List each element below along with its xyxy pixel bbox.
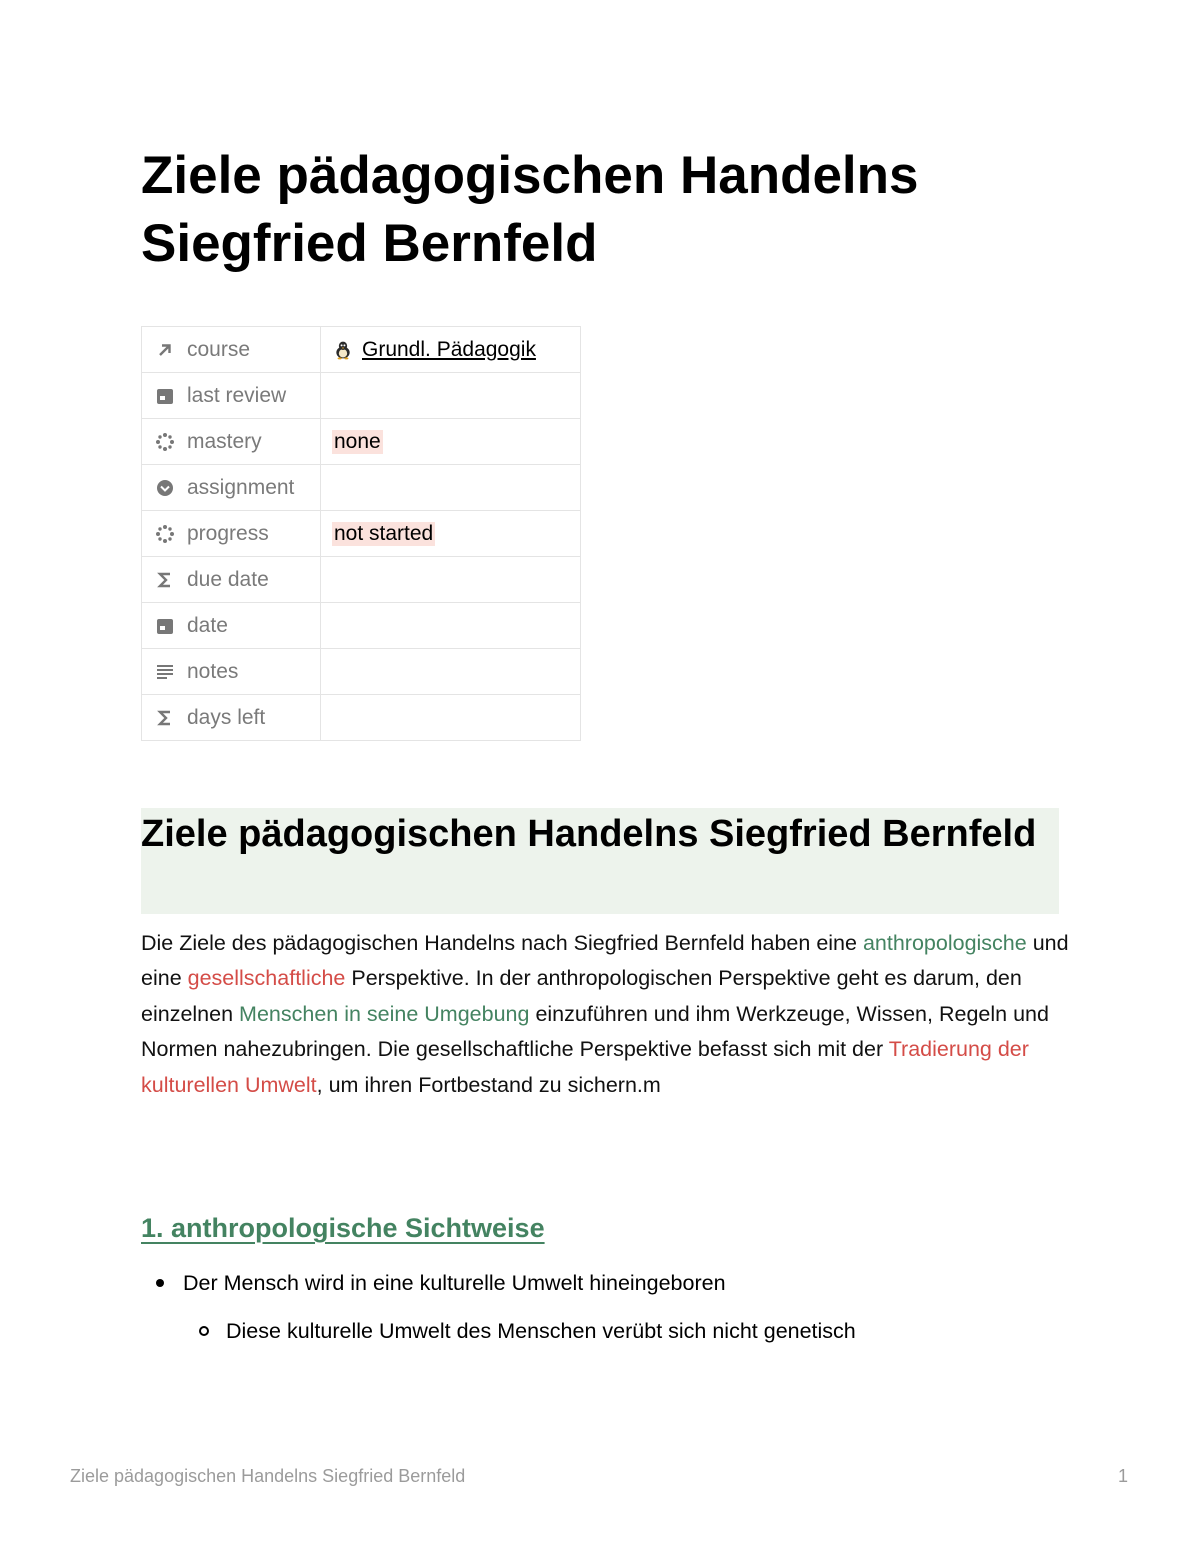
select-chevron-icon [154, 477, 176, 499]
property-key: mastery [187, 429, 262, 453]
highlight-red: Tradierung der kulturellen Umwelt [141, 1037, 1029, 1097]
sigma-icon [154, 569, 176, 591]
property-row-course [142, 327, 581, 373]
status-spinner-icon [154, 431, 176, 453]
calendar-icon [154, 615, 176, 637]
page-title: Ziele pädagogischen Handelns Siegfried Bernfeld [141, 146, 919, 273]
course-link[interactable]: Grundl. Pädagogik [362, 337, 536, 361]
body-paragraph: Die Ziele des pädagogischen Handelns nach Siegfried Bernfeld haben eine anthropologische und eine gesellschaftliche Perspektive. In der anthropologischen Perspektive geht es darum, den einzelnen Menschen in seine Umgebung einzuführen und ihm Werkzeuge, Wissen, Regeln und Normen nahezubringen. Die gesellschaftliche Perspektive befasst sich mit der Tradierung der kulturellen Umwelt, um ihren Fortbestand zu sichern.m [141, 931, 1069, 1097]
properties-table [141, 326, 581, 741]
penguin-icon [332, 339, 354, 361]
date-value[interactable] [321, 603, 581, 649]
assignment-value[interactable] [321, 465, 581, 511]
status-spinner-icon [154, 523, 176, 545]
property-row-mastery [142, 419, 581, 465]
property-row-assignment [142, 465, 581, 511]
property-row-date [142, 603, 581, 649]
property-key: due date [187, 567, 269, 591]
property-key: notes [187, 659, 239, 683]
bullet-dot-icon [156, 1279, 164, 1287]
property-key: date [187, 613, 228, 637]
sigma-icon [154, 707, 176, 729]
property-key: days left [187, 705, 266, 729]
arrow-up-right-icon [154, 339, 176, 361]
notes-value[interactable] [321, 649, 581, 695]
property-key: course [187, 337, 251, 361]
page-number: 1 [1117, 1466, 1128, 1486]
property-row-progress [142, 511, 581, 557]
days-left-value [321, 695, 581, 741]
property-row-due-date [142, 557, 581, 603]
list-item: Der Mensch wird in eine kulturelle Umwelt hineingeboren [156, 1268, 726, 1298]
highlight-green: Menschen in seine Umgebung [239, 1001, 530, 1026]
due-date-value [321, 557, 581, 603]
property-key: progress [187, 521, 269, 545]
highlight-red: gesellschaftliche [187, 966, 346, 991]
property-row-days-left [142, 695, 581, 741]
last-review-value[interactable] [321, 373, 581, 419]
property-row-last-review [142, 373, 581, 419]
calendar-icon [154, 385, 176, 407]
property-row-notes [142, 649, 581, 695]
mastery-tag[interactable]: none [334, 429, 381, 453]
property-key: last review [187, 383, 287, 407]
progress-tag[interactable]: not started [334, 521, 434, 545]
list-item-nested: Diese kulturelle Umwelt des Menschen verübt sich nicht genetisch [199, 1316, 856, 1346]
property-key: assignment [187, 475, 295, 499]
section-heading: Ziele pädagogischen Handelns Siegfried Bernfeld [141, 808, 1059, 914]
highlight-green: anthropologische [862, 931, 1027, 955]
text-lines-icon [154, 661, 176, 683]
subheading: 1. anthropologische Sichtweise [141, 1213, 545, 1243]
bullet-circle-icon [199, 1326, 209, 1336]
footer-title: Ziele pädagogischen Handelns Siegfried Bernfeld [70, 1466, 466, 1486]
